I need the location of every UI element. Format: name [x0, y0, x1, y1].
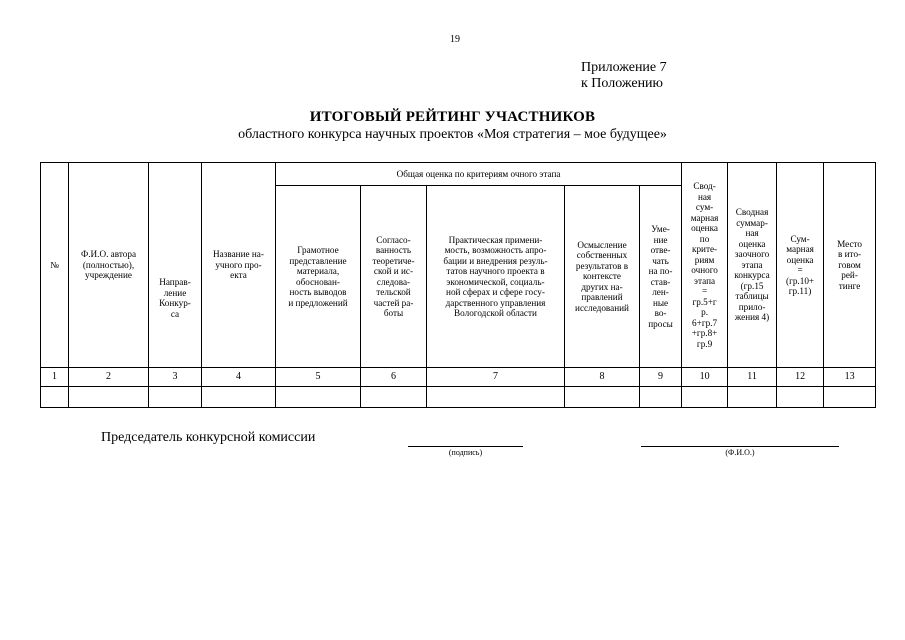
col-number: 3: [149, 368, 202, 387]
empty-cell: [565, 387, 640, 408]
empty-cell: [728, 387, 777, 408]
document-title: ИТОГОВЫЙ РЕЙТИНГ УЧАСТНИКОВ: [309, 109, 596, 125]
appendix-line2: к Положению: [581, 76, 664, 91]
header-col-6: Согласо- ванность теоретиче- ской и ис- следова- тельской частей ра- боты: [361, 186, 427, 368]
col-number: 11: [728, 368, 777, 387]
col-number: 10: [682, 368, 728, 387]
empty-cell: [276, 387, 361, 408]
empty-cell: [202, 387, 276, 408]
header-group-criteria: Общая оценка по критериям очного этапа: [276, 163, 682, 186]
table-header-row: [41, 163, 876, 186]
header-col-10: Свод- ная сум- марная оценка по крите- риям очного этапа = гр.5+г р. 6+гр.7 +гр.8+ гр.9: [682, 163, 728, 368]
empty-cell: [361, 387, 427, 408]
header-col-7: Практическая примени- мость, возможность апро- бации и внедрения резуль- татов научного проекта в экономической, социаль- ной сферах и сфере госу- дарственного управления Вологодской области: [427, 186, 565, 368]
name-line: [641, 446, 839, 447]
signature-line: [408, 446, 523, 447]
column-number-row: [41, 368, 876, 387]
col-number: 7: [427, 368, 565, 387]
signature-caption: (подпись): [448, 448, 483, 457]
col-number: 6: [361, 368, 427, 387]
col-number: 12: [777, 368, 824, 387]
empty-cell: [69, 387, 149, 408]
header-col-1: №: [41, 163, 69, 368]
col-number: 13: [824, 368, 876, 387]
col-number: 1: [41, 368, 69, 387]
col-number: 2: [69, 368, 149, 387]
chair-label: Председатель конкурсной комиссии: [101, 430, 316, 445]
rating-table: [40, 162, 876, 408]
empty-cell: [824, 387, 876, 408]
header-col-9: Уме- ние отве- чать на по- став- лен- ные во- просы: [640, 186, 682, 368]
col-number: 5: [276, 368, 361, 387]
table-row: [41, 387, 876, 408]
empty-cell: [41, 387, 69, 408]
appendix-line1: Приложение 7: [581, 60, 667, 75]
header-col-11: Сводная суммар- ная оценка заочного этапа конкурса (гр.15 таблицы прило- жения 4): [728, 163, 777, 368]
empty-cell: [682, 387, 728, 408]
col-number: 4: [202, 368, 276, 387]
header-col-4: Название на- учного про- екта: [202, 163, 276, 368]
header-col-5: Грамотное представление материала, обоснован- ность выводов и предложений: [276, 186, 361, 368]
col-number: 9: [640, 368, 682, 387]
empty-cell: [149, 387, 202, 408]
header-col-2: Ф.И.О. автора (полностью), учреждение: [69, 163, 149, 368]
header-col-3: Направ- ление Конкур- са: [149, 163, 202, 368]
empty-cell: [777, 387, 824, 408]
header-col-12: Сум- марная оценка = (гр.10+ гр.11): [777, 163, 824, 368]
col-number: 8: [565, 368, 640, 387]
name-caption: (Ф.И.О.): [725, 448, 755, 457]
empty-cell: [427, 387, 565, 408]
appendix-note: [581, 60, 667, 92]
header-col-13: Место в ито- говом рей- тинге: [824, 163, 876, 368]
empty-cell: [640, 387, 682, 408]
header-col-8: Осмысление собственных результатов в контексте других на- правлений исследований: [565, 186, 640, 368]
page-number: 19: [450, 34, 460, 45]
document-subtitle: областного конкурса научных проектов «Моя стратегия – мое будущее»: [238, 127, 667, 142]
